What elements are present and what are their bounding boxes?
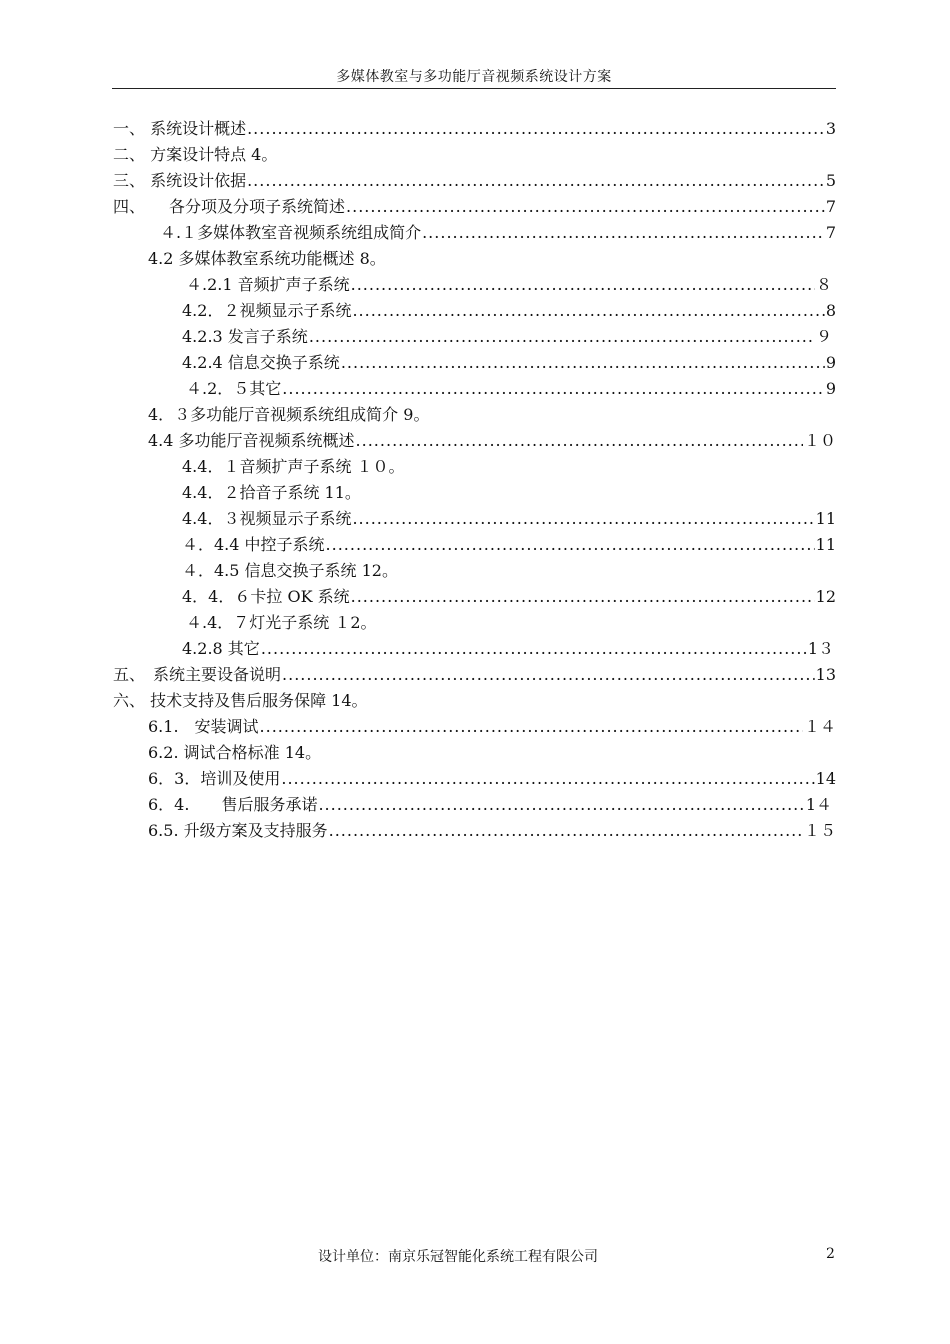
toc-page-number: １０ bbox=[803, 431, 836, 450]
toc-entry[interactable] bbox=[186, 611, 377, 635]
toc-page-number: 3 bbox=[825, 119, 836, 138]
toc-entry-label: 6.2. 调试合格标准 14。 bbox=[148, 743, 322, 762]
toc-page-number: 14 bbox=[815, 769, 836, 788]
header-title: 多媒体教室与多功能厅音视频系统设计方案 bbox=[336, 69, 612, 85]
toc-entry[interactable] bbox=[113, 663, 836, 687]
toc-entry-label: 4.4．３视频显示子系统 bbox=[182, 509, 352, 528]
header-divider bbox=[112, 88, 836, 89]
toc-entry-label: 四、 各分项及分项子系统简述 bbox=[113, 197, 346, 216]
toc-entry-label: 五、 系统主要设备说明 bbox=[113, 665, 282, 684]
toc-page-number: 7 bbox=[825, 223, 836, 242]
toc-entry-label: 4.2 多媒体教室系统功能概述 8。 bbox=[148, 249, 386, 268]
toc-entry[interactable] bbox=[113, 117, 836, 141]
toc-entry[interactable] bbox=[182, 533, 836, 557]
toc-entry[interactable] bbox=[148, 767, 836, 791]
toc-entry-label: 4.4 多功能厅音视频系统概述 bbox=[148, 431, 355, 450]
toc-entry-label: 6．4. 售后服务承诺 bbox=[148, 795, 318, 814]
toc-entry[interactable] bbox=[148, 741, 321, 765]
toc-page-number: 13 bbox=[815, 665, 836, 684]
toc-entry[interactable] bbox=[186, 377, 836, 401]
toc-entry-label: 4.2.4 信息交换子系统 bbox=[182, 353, 340, 372]
toc-entry-label: 4．4．６卡拉 OK 系统 bbox=[182, 587, 350, 606]
toc-page-number: １５ bbox=[803, 821, 836, 840]
toc-entry[interactable] bbox=[182, 299, 836, 323]
toc-page-number: ９ bbox=[815, 327, 832, 346]
toc-entry[interactable] bbox=[148, 793, 832, 817]
toc-entry-label: 三、 系统设计依据 bbox=[113, 171, 247, 190]
toc-entry-label: 4.2.3 发言子系统 bbox=[182, 327, 308, 346]
toc-entry[interactable] bbox=[148, 403, 429, 427]
toc-page-number: 1４ bbox=[805, 795, 832, 814]
toc-leader-dots bbox=[260, 715, 803, 739]
toc-page-number: 1３ bbox=[807, 639, 834, 658]
toc-leader-dots bbox=[329, 819, 803, 843]
toc-entry[interactable] bbox=[186, 273, 832, 297]
toc-leader-dots bbox=[282, 377, 825, 401]
toc-page-number: １４ bbox=[803, 717, 836, 736]
toc-leader-dots bbox=[346, 195, 825, 219]
toc-page-number: 11 bbox=[815, 535, 836, 554]
toc-page-number: 5 bbox=[825, 171, 836, 190]
toc-page-number: 9 bbox=[825, 379, 836, 398]
toc-entry[interactable] bbox=[182, 325, 832, 349]
toc-entry-label: ４.１多媒体教室音视频系统组成简介 bbox=[160, 223, 422, 242]
toc-leader-dots bbox=[247, 169, 825, 193]
toc-entry-label: ４．4.5 信息交换子系统 12。 bbox=[182, 561, 398, 580]
footer-page-number: 2 bbox=[826, 1246, 835, 1262]
toc-entry[interactable] bbox=[182, 351, 836, 375]
toc-leader-dots bbox=[341, 351, 825, 375]
toc-entry-label: 4.4．１音频扩声子系统 １０。 bbox=[182, 457, 405, 476]
toc-entry[interactable] bbox=[148, 715, 836, 739]
toc-leader-dots bbox=[352, 299, 824, 323]
toc-entry-label: 6.5. 升级方案及支持服务 bbox=[148, 821, 328, 840]
toc-page-number: 7 bbox=[825, 197, 836, 216]
toc-entry-label: 4.4．２拾音子系统 11。 bbox=[182, 483, 361, 502]
toc-entry[interactable] bbox=[182, 507, 836, 531]
toc-entry-label: 4．３多功能厅音视频系统组成简介 9。 bbox=[148, 405, 430, 424]
toc-entry[interactable] bbox=[182, 481, 361, 505]
toc-entry-label: ４.2.1 音频扩声子系统 bbox=[186, 275, 350, 294]
toc-entry[interactable] bbox=[182, 455, 405, 479]
toc-leader-dots bbox=[281, 767, 814, 791]
toc-entry[interactable] bbox=[182, 559, 398, 583]
toc-entry-label: ４．4.4 中控子系统 bbox=[182, 535, 325, 554]
toc-entry-label: ４.2．５其它 bbox=[186, 379, 282, 398]
toc-entry[interactable] bbox=[113, 689, 368, 713]
toc-leader-dots bbox=[282, 663, 815, 687]
toc-leader-dots bbox=[261, 637, 807, 661]
toc-entry-label: 4.2.8 其它 bbox=[182, 639, 260, 658]
toc-page-number: 9 bbox=[825, 353, 836, 372]
toc-entry[interactable] bbox=[113, 143, 277, 167]
toc-entry[interactable] bbox=[160, 221, 836, 245]
toc-entry[interactable] bbox=[148, 247, 386, 271]
toc-entry-label: ４.4．７灯光子系统 １2。 bbox=[186, 613, 377, 632]
toc-entry[interactable] bbox=[148, 429, 836, 453]
toc-leader-dots bbox=[351, 273, 815, 297]
toc-leader-dots bbox=[318, 793, 804, 817]
toc-leader-dots bbox=[247, 117, 825, 141]
toc-entry-label: 一、 系统设计概述 bbox=[113, 119, 247, 138]
toc-page-number: 12 bbox=[815, 587, 836, 606]
toc-page-number: ８ bbox=[815, 275, 832, 294]
toc-leader-dots bbox=[352, 507, 814, 531]
toc-page-number: 8 bbox=[825, 301, 836, 320]
toc-entry-label: 六、 技术支持及售后服务保障 14。 bbox=[113, 691, 368, 710]
toc-page-number: 11 bbox=[815, 509, 836, 528]
toc-entry-label: 6．3．培训及使用 bbox=[148, 769, 281, 788]
toc-leader-dots bbox=[422, 221, 825, 245]
toc-entry[interactable] bbox=[182, 585, 836, 609]
toc-entry[interactable] bbox=[113, 195, 836, 219]
toc-entry-label: 4.2．２视频显示子系统 bbox=[182, 301, 352, 320]
toc-entry-label: 6.1. 安装调试 bbox=[148, 717, 259, 736]
toc-leader-dots bbox=[351, 585, 815, 609]
toc-leader-dots bbox=[356, 429, 803, 453]
toc-entry[interactable] bbox=[182, 637, 834, 661]
toc-entry-label: 二、 方案设计特点 4。 bbox=[113, 145, 278, 164]
toc-entry[interactable] bbox=[113, 169, 836, 193]
toc-entry[interactable] bbox=[148, 819, 836, 843]
footer-company: 设计单位：南京乐冠智能化系统工程有限公司 bbox=[318, 1249, 598, 1265]
toc-leader-dots bbox=[309, 325, 815, 349]
toc-leader-dots bbox=[326, 533, 815, 557]
